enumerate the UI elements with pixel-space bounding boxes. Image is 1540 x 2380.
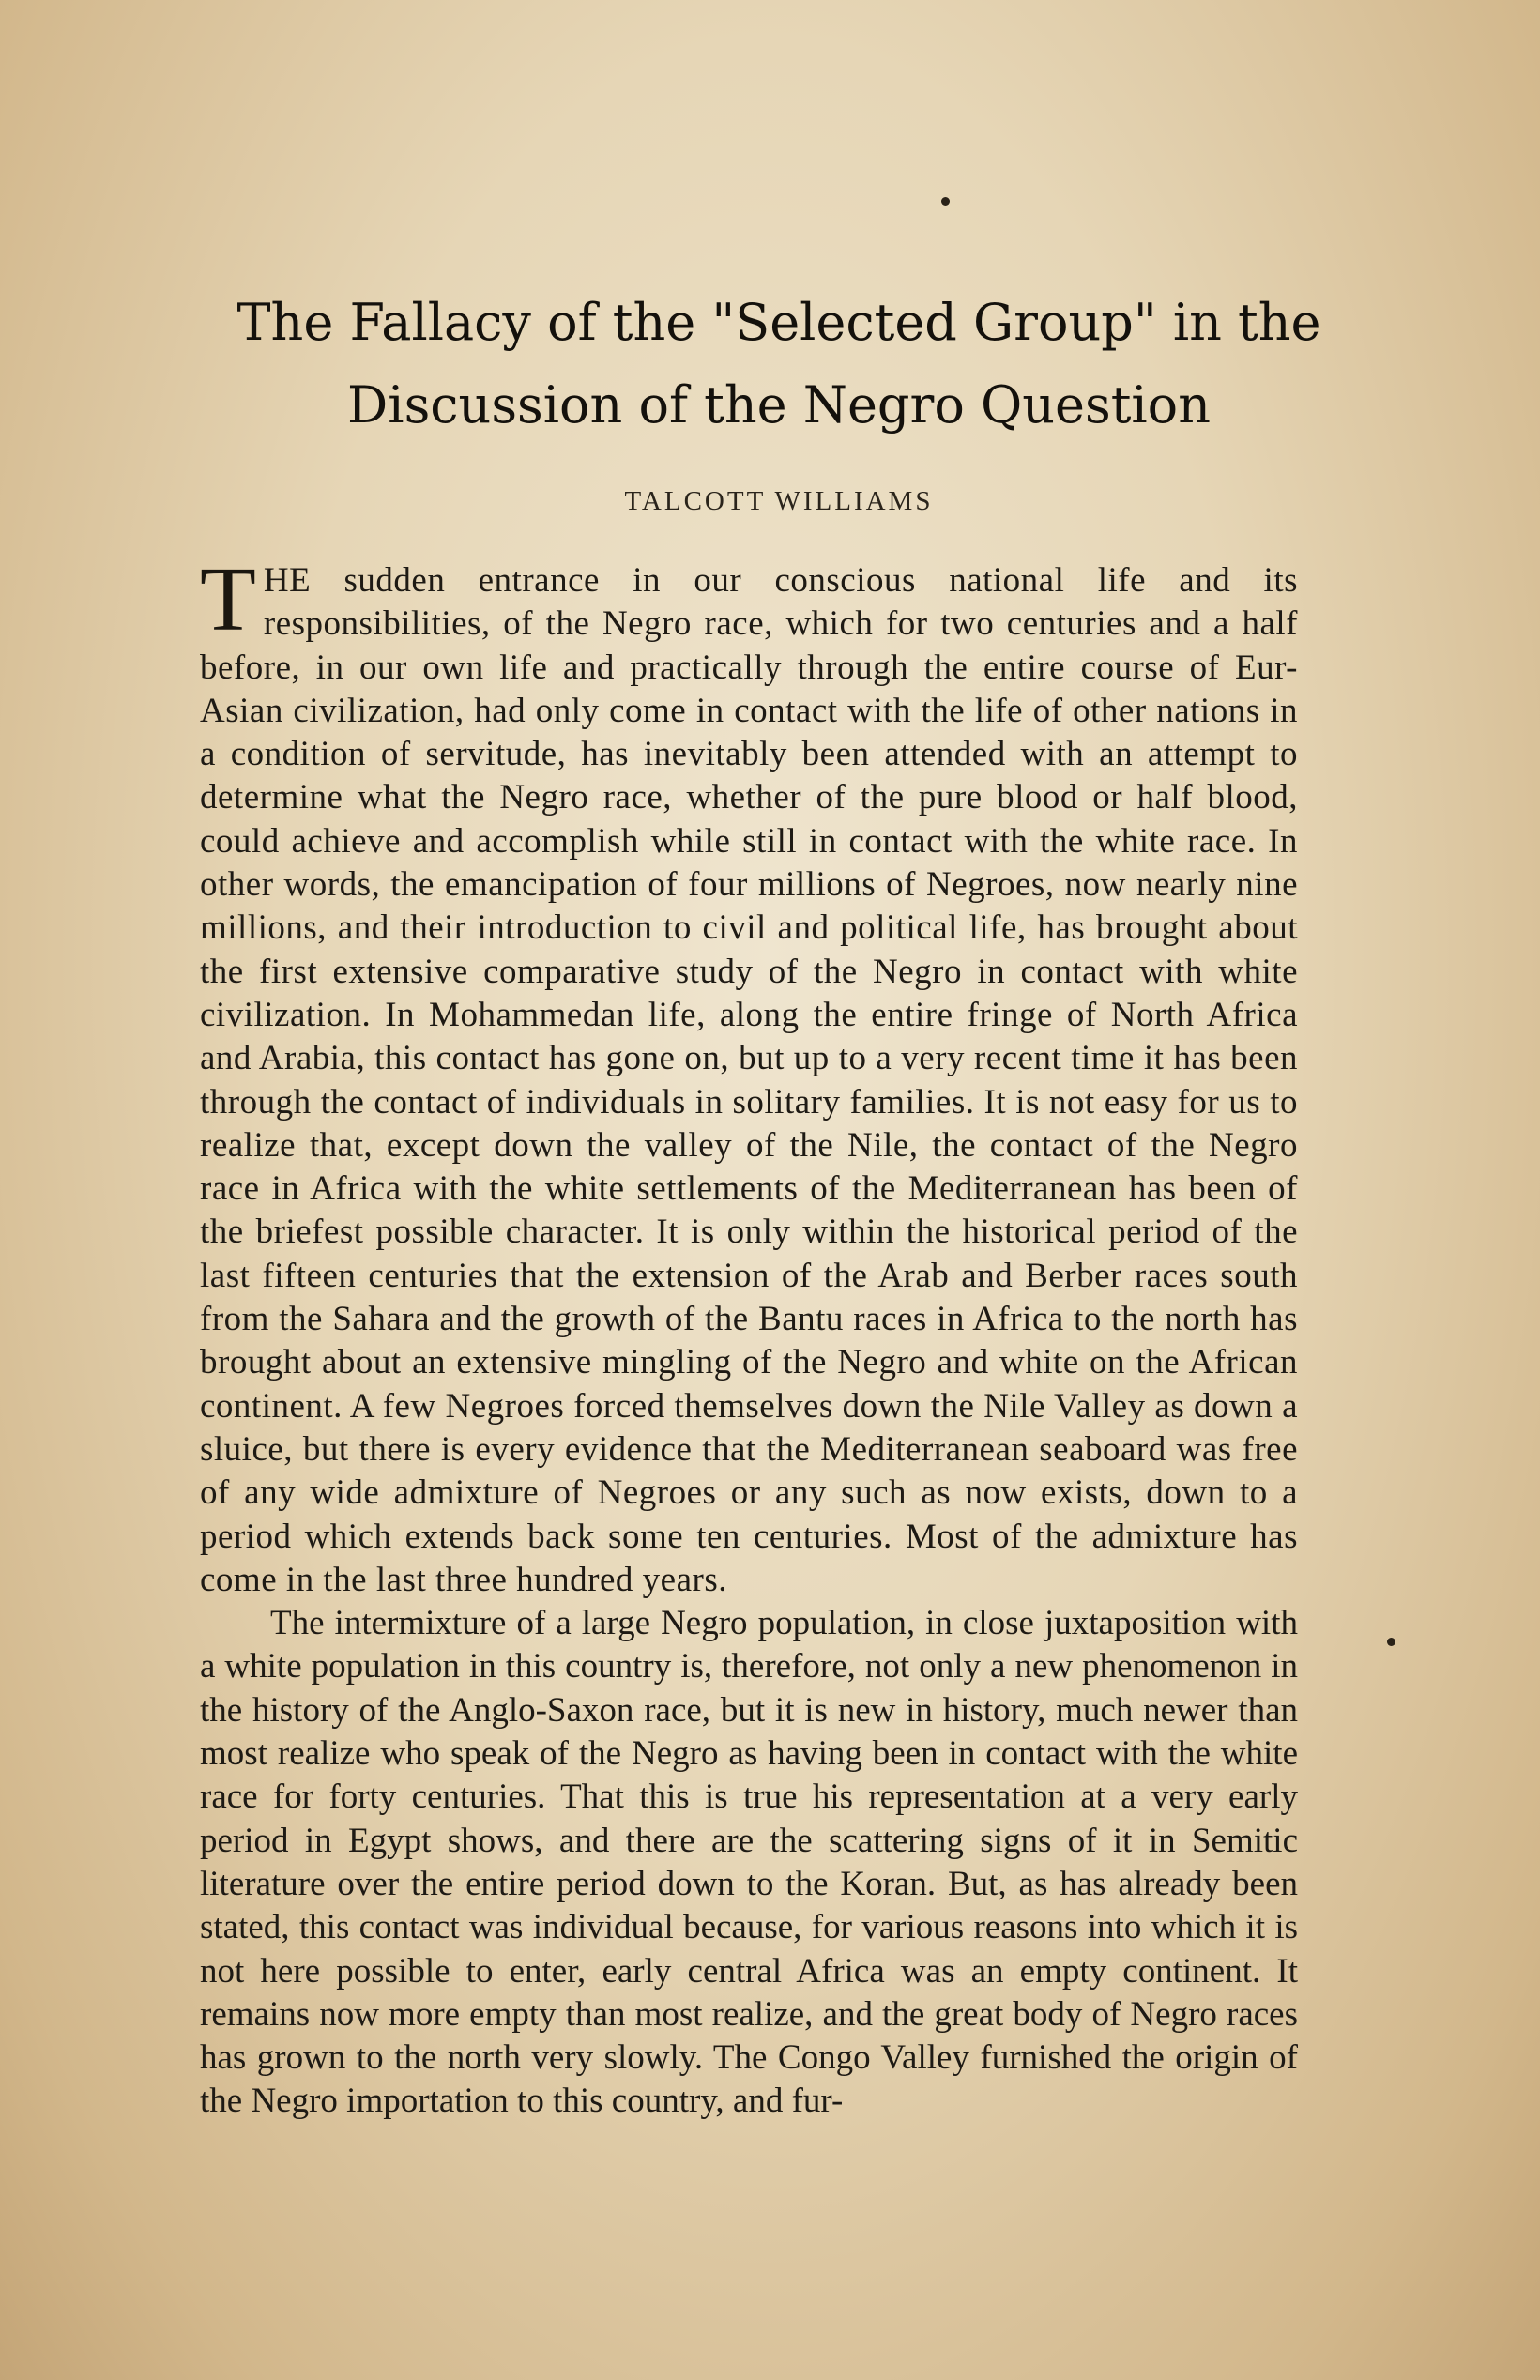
drop-cap: T: [200, 549, 256, 650]
paragraph-1: [200, 549, 1298, 1602]
ink-speck: [1387, 1638, 1395, 1646]
article-title-line-1: The Fallacy of the "Selected Group" in the: [236, 293, 1321, 352]
article-title-line-2: Discussion of the Negro Question: [347, 375, 1211, 435]
article-author: TALCOTT WILLIAMS: [624, 486, 934, 516]
article-title: [131, 282, 1426, 447]
paragraph-2: The intermixture of a large Negro population, in close juxtaposition with a white population in this country is, therefore, not only a new phenomenon in the history of the Anglo-Saxon race, but it is new in history, much newer than most realize who speak of the Negro as having been in contact with the white race for forty centuries. That this is true his representation at a very early period in Egypt shows, and there are the scattering signs of it in Semitic literature over the entire period down to the Koran. But, as has already been stated, this contact was individual because, for various reasons into which it is not here possible to enter, early central Africa was an empty continent. It remains now more empty than most realize, and the great body of Negro races has grown to the north very slowly. The Congo Valley furnished the origin of the Negro importation to this country, and fur-: [200, 1604, 1298, 2121]
ink-speck: [941, 197, 950, 206]
paragraph-1-text: HE sudden entrance in our conscious national life and its responsibilities, of the Negro race, which for two centuries and a half before, in our own life and practically through the entire course of Eur-Asian civilization, had only come in contact with the life of other nations in a condition of servitude, has inevitably been attended with an attempt to determine what the Negro race, whether of the pure blood or half blood, could achieve and accomplish while still in contact with the white race. In other words, the emancipation of four millions of Negroes, now nearly nine millions, and their introduction to civil and political life, has brought about the first extensive comparative study of the Negro in contact with white civilization. In Mohammedan life, along the entire fringe of North Africa and Arabia, this contact has gone on, but up to a very recent time it has been through the contact of individuals in solitary families. It is not easy for us to realize that, except down the valley of the Nile, the contact of the Negro race in Africa with the white settlements of the Mediterranean has been of the briefest possible character. It is only within the historical period of the last fifteen centuries that the extension of the Arab and Berber races south from the Sahara and the growth of the Bantu races in Africa to the north has brought about an extensive mingling of the Negro and white on the African continent. A few Negroes forced themselves down the Nile Valley as down a sluice, but there is every evidence that the Mediterranean seaboard was free of any wide admixture of Negroes or any such as now exists, down to a period which extends back some ten centuries. Most of the admixture has come in the last three hundred years.: [200, 561, 1298, 1599]
article-body: [200, 549, 1298, 2124]
